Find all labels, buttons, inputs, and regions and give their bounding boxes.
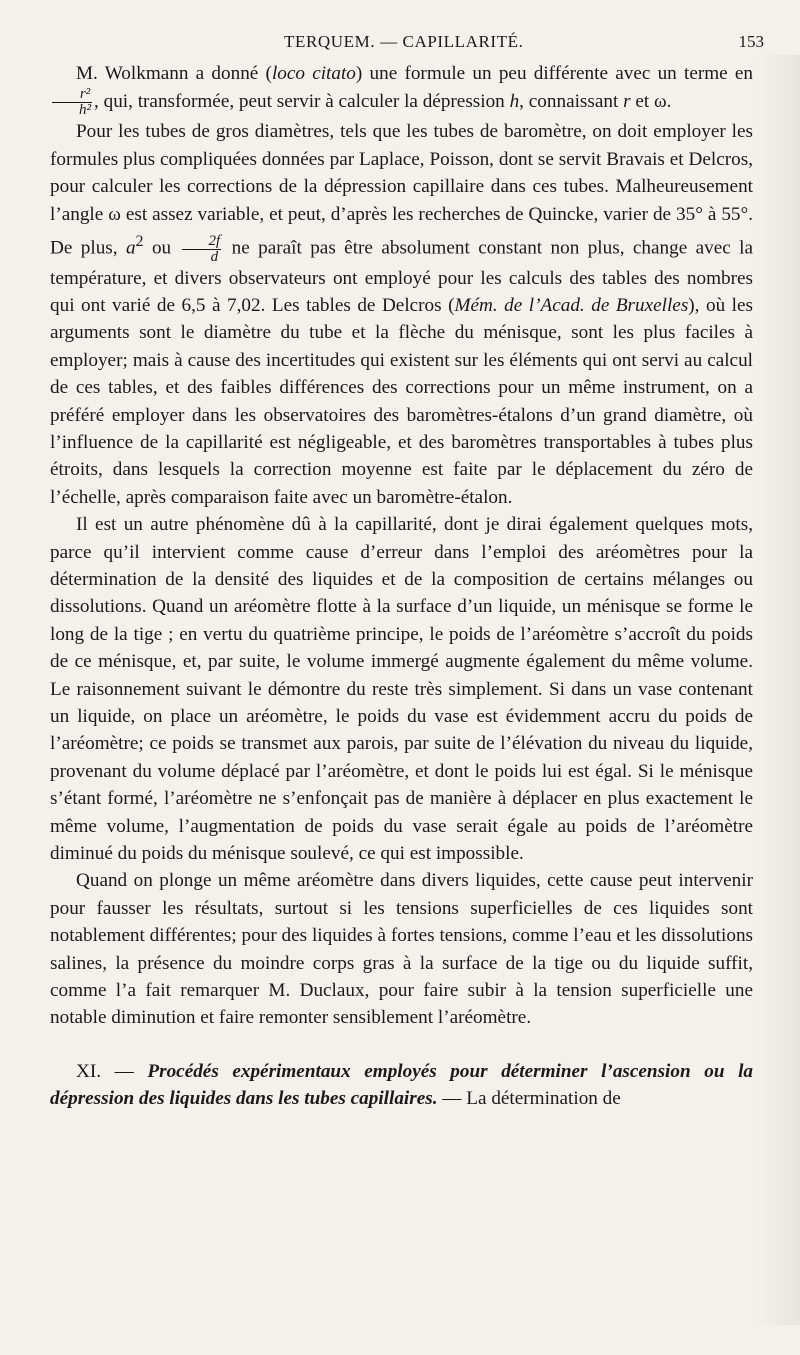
text-run: , connaissant [519, 91, 624, 113]
fraction-r2-h2 [52, 87, 92, 118]
section-xi-heading [50, 1058, 753, 1113]
paragraph-divers-liquides: Quand on plonge un même aréomètre dans divers liquides, cette cause peut intervenir pour fausser les résultats, surtout si les tensions superficielles de ces liquides sont notablement différentes; pour des liquides à fortes tensions, comme l’eau et les dissolutions salines, la présence du moindre corps gras à la surface de la tige ou du liquide suffit, comme l’a fait remarquer M. Duclaux, pour faire subir à la tension superficielle une notable diminution et faire remonter sensiblement l’aréomètre. [50, 870, 753, 1029]
section-number: XI. — [76, 1060, 148, 1082]
fraction-2f-d [182, 234, 222, 265]
paragraph-wolkmann [50, 60, 753, 118]
text-run: — La détermination de [437, 1088, 621, 1110]
text-run: et ω. [630, 91, 672, 113]
section-spacer [50, 1032, 753, 1058]
superscript: 2 [135, 233, 144, 251]
text-run: , qui, transformée, peut servir à calculer la dépression [94, 91, 510, 113]
text-run: Pour les tubes de gros diamètres, tels que les tubes de baromètre, on doit employer les formules plus compliquées données par Laplace, Poisson, dont se servit Bravais et Delcros, pour calculer les corrections de la dépression capillaire dans ces tubes. Malheureusement l’angle ω est assez variable, et peut, d’après les recherches de Quincke, varier de 35° à 55°. De plus, [50, 121, 753, 259]
text-run: ), où les arguments sont le diamètre du tube et la flèche du ménisque, sont les plus faciles à employer; mais à cause des incertitudes qui existent sur les éléments qui ont servi au calcul de ces tables, et des faibles différences des corrections pour un même instrument, on a préféré employer dans les observatoires des baromètres-étalons d’un grand diamètre, où l’influence de la capillarité est négligeable, et des baromètres transportables à tubes plus étroits, dans lesquels la correction moyenne est faite par le déplacement du zéro de l’échelle, après comparaison faite avec un baromètre-étalon. [50, 294, 753, 508]
fraction-denominator: h² [79, 102, 91, 119]
running-title: TERQUEM. — CAPILLARITÉ. [284, 32, 524, 51]
text-run: ou [143, 237, 180, 259]
page-number: 153 [738, 32, 764, 51]
math-variable: h [509, 91, 520, 113]
fraction-numerator: 2f [182, 234, 222, 250]
section-title: Procédés expérimentaux employés pour déterminer l’ascension ou la dépression des liquides dans les tubes capillaires. [50, 1060, 753, 1110]
text-run: ne paraît pas être absolument constant non plus, change avec la température, et divers observateurs ont employé pour les calculs des tables des nombres qui ont varié de 6,5 à 7,02. Les tables de Delcros ( [50, 237, 754, 316]
fraction-numerator: r² [52, 87, 92, 103]
page-header [0, 30, 800, 56]
italic-citation: Mém. de l’Acad. de Bruxelles [454, 294, 689, 316]
italic-citation: loco citato [271, 63, 356, 84]
text-run: M. Wolkmann a donné ( [76, 63, 272, 84]
page-edge-shadow [755, 55, 800, 1325]
text-body [50, 60, 753, 1113]
paragraph-areometres: Il est un autre phénomène dû à la capillarité, dont je dirai également quelques mots, parce qu’il intervient comme cause d’erreur dans l’emploi des aréomètres pour la détermination de la densité des liquides et de la composition de certains mélanges ou dissolutions. Quand un aréomètre flotte à la surface d’un liquide, un ménisque se forme le long de la tige ; en vertu du quatrième principe, le poids de l’aréomètre s’accroît du poids de ce ménisque, et, par suite, le volume immergé augmente également du même volume. Le raisonnement suivant le démontre du reste très simplement. Si dans un vase contenant un liquide, on place un aréomètre, le poids du vase est évidemment accru du poids de l’aréomètre; ce poids se transmet aux parois, par suite de l’élévation du niveau du liquide, provenant du volume déplacé par l’aréomètre, et dont le poids lui est égal. Si le ménisque s’étant formé, l’aréomètre ne s’enfonçait pas de manière à déplacer en plus exactement le même volume, l’augmentation de poids du vase serait égale au poids de l’aréomètre diminué du poids du ménisque soulevé, ce qui est impossible. [50, 514, 753, 865]
paragraph-gros-diametres [50, 118, 753, 511]
fraction-denominator: d [210, 248, 219, 265]
math-variable: a [125, 237, 136, 259]
text-run: ) une formule un peu différente avec un terme en [355, 63, 754, 84]
math-variable: r [623, 91, 631, 113]
